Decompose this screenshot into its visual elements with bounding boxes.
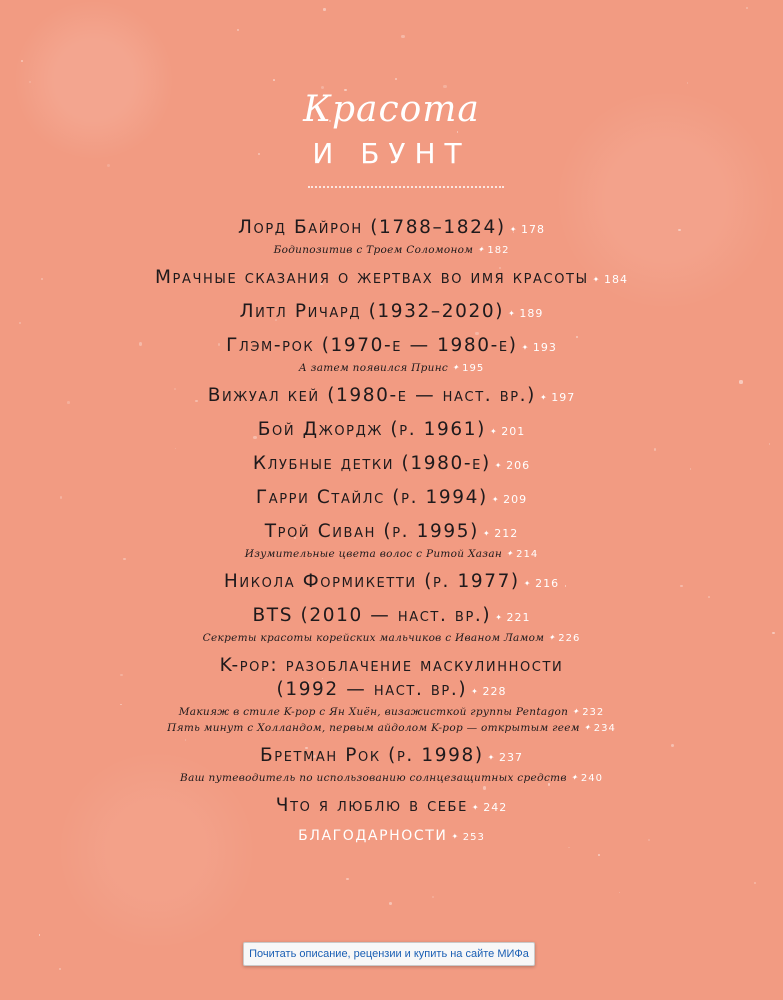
entry-title: Бой Джордж (р. 1961) (257, 419, 486, 440)
texture-speck (401, 35, 404, 38)
page-number: 221 (506, 611, 531, 624)
diamond-bullet-icon: ✦ (523, 579, 533, 588)
page-number: 216 (535, 577, 560, 590)
diamond-bullet-icon: ✦ (494, 461, 504, 470)
toc-entry (0, 744, 783, 786)
toc-entry-title-line (0, 604, 783, 630)
entry-title: Лорд Байрон (1788–1824) (237, 217, 506, 238)
texture-speck (237, 29, 238, 30)
entry-title: Мрачные сказания о жертвах во имя красоты (155, 267, 589, 288)
diamond-bullet-icon: ✦ (509, 225, 519, 234)
diamond-bullet-icon: ✦ (491, 495, 501, 504)
toc-entry-title-line (0, 300, 783, 326)
entry-title: БЛАГОДАРНОСТИ (298, 828, 448, 844)
entry-title: Никола Формикетти (р. 1977) (223, 571, 520, 592)
texture-speck (389, 902, 392, 905)
entry-title: BTS (2010 — наст. вр.) (252, 605, 492, 626)
subentry-title: Бодипозитив с Троем Соломоном (273, 244, 474, 256)
toc-entry (0, 520, 783, 562)
toc-entry (0, 216, 783, 258)
toc-entry (0, 570, 783, 596)
toc-entry-title-line (0, 216, 783, 242)
toc-entry-title-line (0, 570, 783, 596)
texture-speck (395, 78, 397, 80)
subentry-title: А затем появился Принс (298, 362, 449, 374)
entry-title-continued: (1992 — наст. вр.) (276, 679, 468, 700)
subentry-title: Изумительные цвета волос с Ритой Хазан (244, 548, 503, 560)
page-number: 237 (498, 751, 523, 764)
toc-entry (0, 266, 783, 292)
texture-speck (39, 934, 40, 935)
texture-speck (598, 854, 600, 856)
toc-entry (0, 334, 783, 376)
entry-title: Вижуал кей (1980-е — наст. вр.) (207, 385, 536, 406)
toc-entry (0, 384, 783, 410)
page-number: 240 (580, 773, 603, 784)
diamond-bullet-icon: ✦ (592, 275, 601, 284)
toc-entry-title-line (0, 452, 783, 478)
page-number: 197 (551, 391, 576, 404)
texture-speck (687, 82, 688, 83)
toc-subentry (0, 546, 783, 562)
entry-title: Литл Ричард (1932–2020) (239, 301, 505, 322)
toc-entry (0, 300, 783, 326)
toc-entry-title-line (0, 266, 783, 292)
diamond-bullet-icon: ✦ (471, 803, 481, 812)
toc-entry-thanks (0, 828, 783, 844)
diamond-bullet-icon: ✦ (477, 245, 485, 254)
texture-speck (754, 882, 756, 884)
page-number: 234 (593, 723, 616, 734)
diamond-bullet-icon: ✦ (521, 343, 530, 352)
texture-speck (59, 968, 61, 970)
toc-entry (0, 654, 783, 736)
page-number: 206 (506, 459, 531, 472)
diamond-bullet-icon: ✦ (451, 832, 460, 841)
page-number: 253 (462, 832, 485, 843)
heading-caps: И БУНТ (312, 137, 471, 170)
texture-speck (619, 892, 620, 893)
toc-entry-title-line (0, 520, 783, 546)
toc-subentry (0, 704, 783, 720)
toc-entry-title-line (0, 678, 783, 704)
toc-subentry (0, 242, 783, 258)
subentry-title: Ваш путеводитель по использованию солнцезащитных средств (180, 772, 567, 784)
dotted-divider (308, 186, 504, 188)
entry-title: Трой Сиван (р. 1995) (264, 521, 479, 542)
diamond-bullet-icon: ✦ (487, 753, 496, 762)
table-of-contents (0, 216, 783, 820)
diamond-bullet-icon: ✦ (495, 613, 504, 622)
diamond-bullet-icon: ✦ (508, 309, 517, 318)
toc-entry-title-line (0, 486, 783, 512)
entry-title: Что я люблю в себе (275, 795, 468, 816)
page-number: 189 (519, 307, 544, 320)
toc-entry-title-line (0, 384, 783, 410)
toc-entry (0, 418, 783, 444)
diamond-bullet-icon: ✦ (471, 687, 480, 696)
section-heading (0, 88, 783, 172)
page-number: 195 (462, 363, 485, 374)
texture-speck (568, 847, 569, 848)
texture-speck (21, 60, 23, 62)
toc-entry (0, 452, 783, 478)
toc-subentry (0, 720, 783, 736)
page-number: 209 (503, 493, 528, 506)
toc-entry-title-line (0, 334, 783, 360)
toc-entry-title-line (0, 794, 783, 820)
texture-speck (746, 7, 748, 9)
texture-speck (323, 8, 325, 10)
diamond-bullet-icon: ✦ (572, 707, 580, 716)
texture-speck (273, 79, 275, 81)
page-number: 182 (487, 245, 510, 256)
toc-entry-title-line (0, 744, 783, 770)
buy-on-mif-link[interactable]: Почитать описание, рецензии и купить на сайте МИФа (243, 942, 535, 966)
diamond-bullet-icon: ✦ (548, 633, 556, 642)
entry-title: Глэм-рок (1970-е — 1980-е) (226, 335, 518, 356)
page-number: 212 (494, 527, 519, 540)
heading-script: Красота (303, 89, 480, 130)
diamond-bullet-icon: ✦ (452, 363, 460, 372)
subentry-title: Макияж в стиле K-pop с Ян Хиён, визажисткой группы Pentagon (178, 706, 569, 718)
page-number: 214 (516, 549, 539, 560)
subentry-title: Секреты красоты корейских мальчиков с Иваном Ламом (202, 632, 545, 644)
page-number: 226 (558, 633, 581, 644)
toc-entry (0, 604, 783, 646)
texture-speck (432, 896, 434, 898)
entry-title: Гарри Стайлс (р. 1994) (255, 487, 488, 508)
page-number: 232 (582, 707, 605, 718)
toc-subentry (0, 630, 783, 646)
toc-subentry (0, 360, 783, 376)
page-number: 193 (532, 341, 557, 354)
entry-title: K-pop: разоблачение маскулинности (219, 655, 564, 676)
page-number: 242 (483, 801, 508, 814)
subentry-title: Пять минут с Холландом, первым айдолом K-pop — открытым геем (167, 722, 580, 734)
diamond-bullet-icon: ✦ (570, 773, 578, 782)
diamond-bullet-icon: ✦ (489, 427, 499, 436)
diamond-bullet-icon: ✦ (482, 529, 492, 538)
diamond-bullet-icon: ✦ (583, 723, 591, 732)
entry-title: Бретман Рок (р. 1998) (260, 745, 484, 766)
toc-entry (0, 486, 783, 512)
toc-entry (0, 794, 783, 820)
texture-speck (29, 81, 30, 82)
toc-entry-title-line (0, 654, 783, 678)
diamond-bullet-icon: ✦ (539, 393, 549, 402)
page-number: 228 (482, 685, 507, 698)
texture-speck (346, 878, 348, 880)
entry-title: Клубные детки (1980-е) (252, 453, 491, 474)
page-number: 201 (501, 425, 526, 438)
diamond-bullet-icon: ✦ (506, 549, 514, 558)
page-number: 184 (603, 273, 628, 286)
toc-entry-title-line (0, 418, 783, 444)
page-number: 178 (521, 223, 546, 236)
toc-subentry (0, 770, 783, 786)
